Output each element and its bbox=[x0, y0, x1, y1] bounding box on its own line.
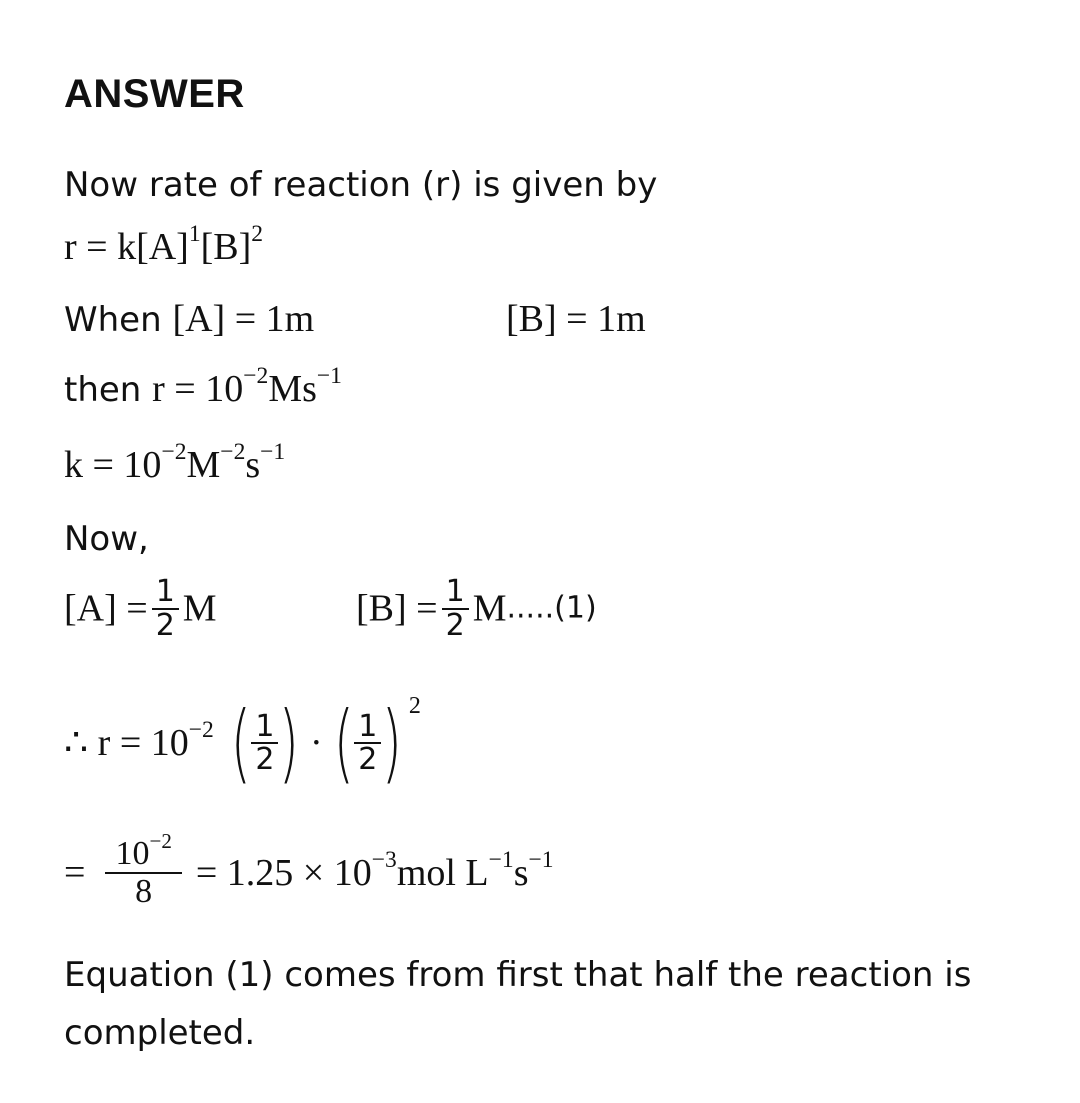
result-rhs-exp: −3 bbox=[371, 847, 397, 874]
then-unit: Ms bbox=[268, 368, 317, 410]
result-unit2-exp: −1 bbox=[528, 847, 554, 874]
result-equation bbox=[64, 829, 554, 910]
conc-a-denominator: 2 bbox=[155, 607, 175, 643]
multiply-dot: · bbox=[310, 722, 323, 764]
conclusion-text: Equation (1) comes from first that half the reaction is completed. bbox=[64, 955, 972, 1053]
k-unit1: M bbox=[186, 444, 221, 486]
result-num-exp: −2 bbox=[149, 829, 172, 854]
when-word: When bbox=[64, 300, 173, 340]
therefore-fraction-2 bbox=[354, 708, 381, 777]
conc-b-fraction bbox=[442, 576, 469, 641]
therefore-denominator-1: 2 bbox=[255, 742, 275, 777]
rate-law-b: [B] bbox=[200, 226, 252, 268]
result-fraction bbox=[105, 829, 181, 910]
when-a-value: [A] = 1m bbox=[172, 298, 315, 340]
left-paren: ( bbox=[333, 693, 354, 793]
result-unit2: s bbox=[513, 851, 529, 894]
conc-b-denominator: 2 bbox=[445, 607, 465, 643]
rate-law-equation bbox=[64, 221, 264, 268]
result-eq: = bbox=[64, 851, 86, 894]
now-text: Now, bbox=[64, 519, 149, 559]
when-b-value: [B] = 1m bbox=[506, 298, 646, 340]
therefore-lhs: ∴ $r = 10^{-2}$ bbox=[64, 717, 214, 764]
then-line bbox=[64, 363, 342, 410]
therefore-denominator-2: 2 bbox=[358, 742, 378, 777]
result-rhs: = $1.25 \times 10^{-3}mol$ $L^{-1}s^{-1}$ bbox=[195, 847, 554, 894]
conc-b-numerator: 1 bbox=[442, 576, 469, 610]
concentration-b bbox=[356, 576, 597, 641]
when-line bbox=[64, 300, 314, 338]
answer-heading: ANSWER bbox=[64, 72, 245, 116]
result-numerator: $10^{-2}$ bbox=[105, 836, 181, 874]
then-expr: r = 10 bbox=[152, 368, 244, 410]
concentration-line bbox=[64, 576, 217, 641]
conc-a-unit: M bbox=[182, 587, 217, 630]
k-unit2: s bbox=[245, 444, 261, 486]
left-paren: ( bbox=[230, 693, 251, 793]
right-paren: ) bbox=[279, 693, 300, 793]
intro-text: Now rate of reaction (r) is given by bbox=[64, 165, 658, 205]
conc-a-numerator: 1 bbox=[152, 576, 179, 610]
rate-law-lhs: r = k[A] bbox=[64, 226, 189, 268]
therefore-numerator-1: 1 bbox=[251, 711, 278, 745]
result-denominator: 8 bbox=[135, 872, 153, 910]
k-exp1: −2 bbox=[161, 439, 187, 466]
then-word: then bbox=[64, 370, 153, 410]
k-exp3: −1 bbox=[260, 439, 286, 466]
therefore-power: 2 bbox=[408, 693, 421, 719]
result-unit1-exp: −1 bbox=[488, 847, 514, 874]
then-exp1: −2 bbox=[243, 363, 269, 390]
therefore-equation bbox=[64, 693, 421, 793]
therefore-numerator-2: 1 bbox=[354, 711, 381, 745]
right-paren: ) bbox=[382, 693, 403, 793]
rate-law-exp-b: 2 bbox=[251, 221, 264, 248]
k-equation bbox=[64, 439, 286, 486]
k-expr: k = 10 bbox=[64, 444, 162, 486]
therefore-fraction-1 bbox=[251, 708, 278, 777]
conc-a-lhs: [A] = bbox=[64, 587, 148, 630]
conc-a-fraction bbox=[152, 576, 179, 641]
therefore-exp: −2 bbox=[188, 717, 214, 744]
rate-law-exp-a: 1 bbox=[188, 221, 201, 248]
equation-tag: .....(1) bbox=[506, 590, 597, 626]
k-exp2: −2 bbox=[220, 439, 246, 466]
conc-b-lhs: [B] = bbox=[356, 587, 438, 630]
result-unit1: mol L bbox=[396, 851, 489, 894]
then-exp2: −1 bbox=[316, 363, 342, 390]
conc-b-unit: M bbox=[472, 587, 507, 630]
